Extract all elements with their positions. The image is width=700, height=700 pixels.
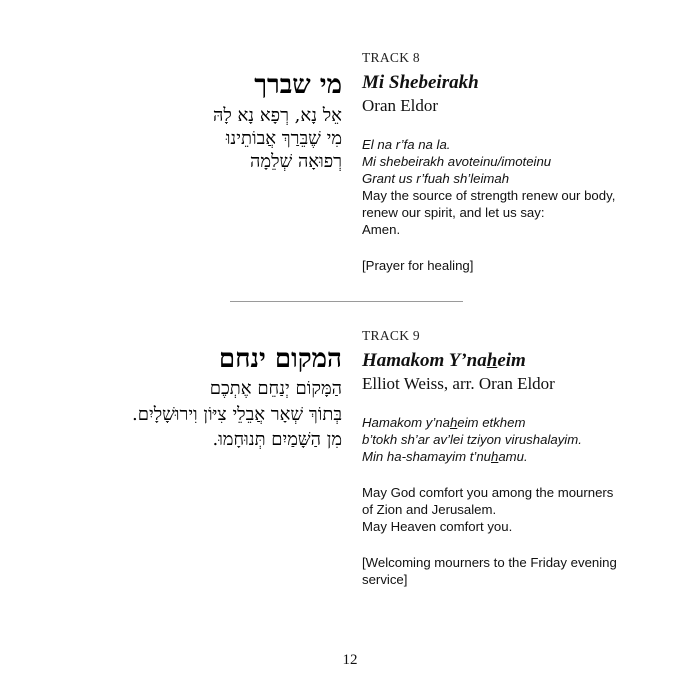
track9-note-line: [Welcoming mourners to the Friday evening <box>362 555 617 570</box>
track9-note-line: service] <box>362 572 408 587</box>
track8-composer: Oran Eldor <box>362 96 439 115</box>
track8-hebrew-title: מי שברך <box>254 70 342 100</box>
track9-label: TRACK 9 <box>362 328 420 343</box>
track9-title: Hamakom Y’naheim <box>362 350 526 371</box>
track8-transliteration-line: El na r’fa na la. <box>362 137 451 152</box>
section-divider <box>230 301 463 302</box>
track9-translation-line: May Heaven comfort you. <box>362 519 513 534</box>
track9-transliteration-line: Hamakom y’naheim etkhem <box>362 415 526 430</box>
track8-hebrew-line: מִי שֶׁבֵּרַךְ אֲבוֹתֵינוּ <box>225 128 342 149</box>
track9-translation-line: of Zion and Jerusalem. <box>362 502 497 517</box>
track9-hebrew-line: בְּתוֹךְ שְׁאָר אֲבֵלֵי צִיּוֹן וִירוּשָׁלָיִם. <box>132 404 342 425</box>
track9-transliteration-line: b’tokh sh’ar av’lei tziyon virushalayim. <box>362 432 582 447</box>
track8-translation-line: renew our spirit, and let us say: <box>362 205 545 220</box>
track8-hebrew-line: רְפוּאָה שְׁלֵמָה <box>250 151 342 172</box>
track8-hebrew-line: אֵל נָא, רְפָא נָא לָהּ <box>213 105 342 126</box>
track9-composer: Elliot Weiss, arr. Oran Eldor <box>362 374 555 393</box>
track8-translation-line: May the source of strength renew our body, <box>362 188 616 203</box>
track8-label: TRACK 8 <box>362 50 420 65</box>
track9-transliteration-line: Min ha-shamayim t’nuhamu. <box>362 449 528 464</box>
track8-transliteration-line: Mi shebeirakh avoteinu/imoteinu <box>362 154 552 169</box>
page-number: 12 <box>342 652 358 668</box>
track9-hebrew-line: מִן הַשָּׁמַיִם תְּנוּחָמוּ. <box>212 429 342 450</box>
track8-translation-line: Amen. <box>362 222 401 237</box>
track8-transliteration-line: Grant us r’fuah sh’leimah <box>362 171 510 186</box>
track9-translation-line: May God comfort you among the mourners <box>362 485 614 500</box>
track9-hebrew-title: המקום ינחם <box>218 344 342 374</box>
track9-hebrew-line: הַמָּקוֹם יְנַחֵם אֶתְכֶם <box>209 378 342 399</box>
track8-note: [Prayer for healing] <box>362 258 474 273</box>
track8-title: Mi Shebeirakh <box>362 72 479 93</box>
